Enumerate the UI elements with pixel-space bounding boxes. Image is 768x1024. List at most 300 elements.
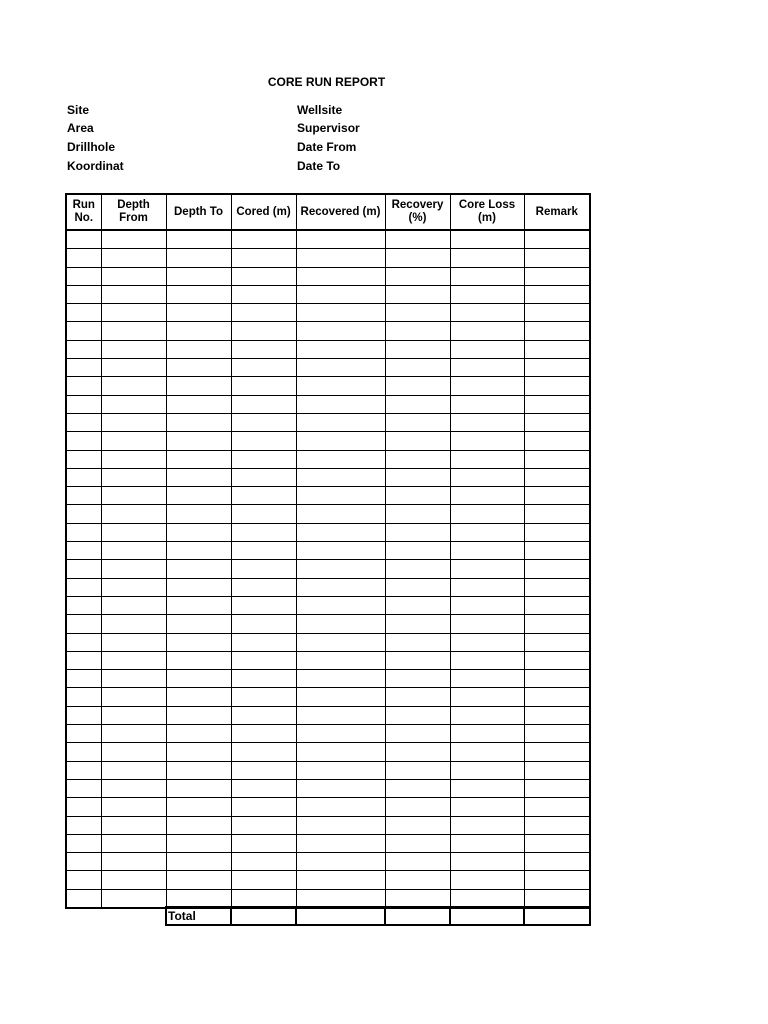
core-loss-cell[interactable] bbox=[450, 798, 524, 816]
run-no-cell[interactable] bbox=[66, 505, 101, 523]
recovered-cell[interactable] bbox=[296, 340, 385, 358]
core-loss-cell[interactable] bbox=[450, 523, 524, 541]
recovery-cell[interactable] bbox=[385, 816, 450, 834]
depth-from-cell[interactable] bbox=[101, 322, 166, 340]
core-loss-cell[interactable] bbox=[450, 432, 524, 450]
core-loss-cell[interactable] bbox=[450, 596, 524, 614]
run-no-cell[interactable] bbox=[66, 395, 101, 413]
run-no-cell[interactable] bbox=[66, 798, 101, 816]
cored-cell[interactable] bbox=[231, 688, 296, 706]
remark-cell[interactable] bbox=[524, 505, 590, 523]
run-no-cell[interactable] bbox=[66, 413, 101, 431]
recovered-cell[interactable] bbox=[296, 285, 385, 303]
total-remark-cell[interactable] bbox=[524, 907, 590, 925]
cored-cell[interactable] bbox=[231, 706, 296, 724]
depth-from-cell[interactable] bbox=[101, 871, 166, 889]
run-no-cell[interactable] bbox=[66, 377, 101, 395]
depth-to-cell[interactable] bbox=[166, 651, 231, 669]
depth-to-cell[interactable] bbox=[166, 596, 231, 614]
core-loss-cell[interactable] bbox=[450, 377, 524, 395]
core-loss-cell[interactable] bbox=[450, 670, 524, 688]
core-loss-cell[interactable] bbox=[450, 578, 524, 596]
remark-cell[interactable] bbox=[524, 395, 590, 413]
recovered-cell[interactable] bbox=[296, 230, 385, 249]
run-no-cell[interactable] bbox=[66, 340, 101, 358]
cored-cell[interactable] bbox=[231, 468, 296, 486]
recovered-cell[interactable] bbox=[296, 816, 385, 834]
remark-cell[interactable] bbox=[524, 304, 590, 322]
run-no-cell[interactable] bbox=[66, 761, 101, 779]
run-no-cell[interactable] bbox=[66, 651, 101, 669]
depth-from-cell[interactable] bbox=[101, 743, 166, 761]
remark-cell[interactable] bbox=[524, 615, 590, 633]
recovery-cell[interactable] bbox=[385, 834, 450, 852]
core-loss-cell[interactable] bbox=[450, 853, 524, 871]
cored-cell[interactable] bbox=[231, 523, 296, 541]
recovered-cell[interactable] bbox=[296, 249, 385, 267]
core-loss-cell[interactable] bbox=[450, 725, 524, 743]
remark-cell[interactable] bbox=[524, 450, 590, 468]
recovered-cell[interactable] bbox=[296, 596, 385, 614]
remark-cell[interactable] bbox=[524, 359, 590, 377]
core-loss-cell[interactable] bbox=[450, 542, 524, 560]
depth-from-cell[interactable] bbox=[101, 395, 166, 413]
run-no-cell[interactable] bbox=[66, 542, 101, 560]
run-no-cell[interactable] bbox=[66, 304, 101, 322]
cored-cell[interactable] bbox=[231, 651, 296, 669]
run-no-cell[interactable] bbox=[66, 725, 101, 743]
cored-cell[interactable] bbox=[231, 596, 296, 614]
recovered-cell[interactable] bbox=[296, 615, 385, 633]
core-loss-cell[interactable] bbox=[450, 505, 524, 523]
total-recovered-cell[interactable] bbox=[296, 907, 385, 925]
depth-to-cell[interactable] bbox=[166, 432, 231, 450]
recovery-cell[interactable] bbox=[385, 359, 450, 377]
cored-cell[interactable] bbox=[231, 267, 296, 285]
remark-cell[interactable] bbox=[524, 798, 590, 816]
run-no-cell[interactable] bbox=[66, 249, 101, 267]
cored-cell[interactable] bbox=[231, 304, 296, 322]
depth-to-cell[interactable] bbox=[166, 706, 231, 724]
cored-cell[interactable] bbox=[231, 413, 296, 431]
cored-cell[interactable] bbox=[231, 725, 296, 743]
cored-cell[interactable] bbox=[231, 743, 296, 761]
recovery-cell[interactable] bbox=[385, 670, 450, 688]
remark-cell[interactable] bbox=[524, 413, 590, 431]
run-no-cell[interactable] bbox=[66, 834, 101, 852]
recovered-cell[interactable] bbox=[296, 560, 385, 578]
depth-to-cell[interactable] bbox=[166, 322, 231, 340]
depth-from-cell[interactable] bbox=[101, 651, 166, 669]
recovery-cell[interactable] bbox=[385, 578, 450, 596]
run-no-cell[interactable] bbox=[66, 889, 101, 908]
core-loss-cell[interactable] bbox=[450, 468, 524, 486]
depth-to-cell[interactable] bbox=[166, 615, 231, 633]
recovery-cell[interactable] bbox=[385, 523, 450, 541]
cored-cell[interactable] bbox=[231, 761, 296, 779]
core-loss-cell[interactable] bbox=[450, 706, 524, 724]
core-loss-cell[interactable] bbox=[450, 359, 524, 377]
recovery-cell[interactable] bbox=[385, 413, 450, 431]
recovered-cell[interactable] bbox=[296, 468, 385, 486]
core-loss-cell[interactable] bbox=[450, 395, 524, 413]
recovered-cell[interactable] bbox=[296, 798, 385, 816]
recovery-cell[interactable] bbox=[385, 432, 450, 450]
total-core-loss-cell[interactable] bbox=[450, 907, 524, 925]
run-no-cell[interactable] bbox=[66, 779, 101, 797]
run-no-cell[interactable] bbox=[66, 487, 101, 505]
cored-cell[interactable] bbox=[231, 871, 296, 889]
remark-cell[interactable] bbox=[524, 853, 590, 871]
run-no-cell[interactable] bbox=[66, 523, 101, 541]
core-loss-cell[interactable] bbox=[450, 816, 524, 834]
depth-to-cell[interactable] bbox=[166, 395, 231, 413]
depth-to-cell[interactable] bbox=[166, 578, 231, 596]
run-no-cell[interactable] bbox=[66, 706, 101, 724]
depth-from-cell[interactable] bbox=[101, 505, 166, 523]
run-no-cell[interactable] bbox=[66, 230, 101, 249]
recovery-cell[interactable] bbox=[385, 249, 450, 267]
recovered-cell[interactable] bbox=[296, 688, 385, 706]
cored-cell[interactable] bbox=[231, 633, 296, 651]
table-row bbox=[66, 871, 590, 889]
depth-from-cell[interactable] bbox=[101, 853, 166, 871]
core-loss-cell[interactable] bbox=[450, 267, 524, 285]
table-row bbox=[66, 725, 590, 743]
recovered-cell[interactable] bbox=[296, 651, 385, 669]
recovered-cell[interactable] bbox=[296, 834, 385, 852]
depth-from-cell[interactable] bbox=[101, 304, 166, 322]
depth-to-cell[interactable] bbox=[166, 779, 231, 797]
recovered-cell[interactable] bbox=[296, 779, 385, 797]
recovery-cell[interactable] bbox=[385, 487, 450, 505]
cored-cell[interactable] bbox=[231, 450, 296, 468]
run-no-cell[interactable] bbox=[66, 670, 101, 688]
cored-cell[interactable] bbox=[231, 285, 296, 303]
depth-from-cell[interactable] bbox=[101, 230, 166, 249]
depth-from-cell[interactable] bbox=[101, 889, 166, 908]
table-row bbox=[66, 578, 590, 596]
recovery-cell[interactable] bbox=[385, 779, 450, 797]
depth-from-cell[interactable] bbox=[101, 542, 166, 560]
remark-cell[interactable] bbox=[524, 725, 590, 743]
recovery-cell[interactable] bbox=[385, 450, 450, 468]
cored-cell[interactable] bbox=[231, 670, 296, 688]
core-loss-cell[interactable] bbox=[450, 450, 524, 468]
depth-to-cell[interactable] bbox=[166, 468, 231, 486]
run-no-cell[interactable] bbox=[66, 816, 101, 834]
cored-cell[interactable] bbox=[231, 798, 296, 816]
cored-cell[interactable] bbox=[231, 249, 296, 267]
recovered-cell[interactable] bbox=[296, 395, 385, 413]
recovery-cell[interactable] bbox=[385, 706, 450, 724]
depth-to-cell[interactable] bbox=[166, 377, 231, 395]
cored-cell[interactable] bbox=[231, 542, 296, 560]
cored-cell[interactable] bbox=[231, 395, 296, 413]
recovery-cell[interactable] bbox=[385, 304, 450, 322]
depth-from-cell[interactable] bbox=[101, 615, 166, 633]
run-no-cell[interactable] bbox=[66, 359, 101, 377]
depth-from-cell[interactable] bbox=[101, 432, 166, 450]
depth-from-cell[interactable] bbox=[101, 249, 166, 267]
recovered-cell[interactable] bbox=[296, 542, 385, 560]
recovered-cell[interactable] bbox=[296, 578, 385, 596]
remark-cell[interactable] bbox=[524, 560, 590, 578]
core-loss-cell[interactable] bbox=[450, 688, 524, 706]
run-no-cell[interactable] bbox=[66, 615, 101, 633]
remark-cell[interactable] bbox=[524, 468, 590, 486]
core-loss-cell[interactable] bbox=[450, 340, 524, 358]
run-no-cell[interactable] bbox=[66, 432, 101, 450]
total-recovery-cell[interactable] bbox=[385, 907, 450, 925]
remark-cell[interactable] bbox=[524, 249, 590, 267]
run-no-cell[interactable] bbox=[66, 743, 101, 761]
core-loss-cell[interactable] bbox=[450, 743, 524, 761]
remark-cell[interactable] bbox=[524, 267, 590, 285]
recovery-cell[interactable] bbox=[385, 725, 450, 743]
remark-cell[interactable] bbox=[524, 322, 590, 340]
depth-to-cell[interactable] bbox=[166, 267, 231, 285]
depth-to-cell[interactable] bbox=[166, 853, 231, 871]
recovery-cell[interactable] bbox=[385, 688, 450, 706]
depth-to-cell[interactable] bbox=[166, 340, 231, 358]
remark-cell[interactable] bbox=[524, 761, 590, 779]
depth-from-cell[interactable] bbox=[101, 725, 166, 743]
run-no-cell[interactable] bbox=[66, 267, 101, 285]
recovered-cell[interactable] bbox=[296, 743, 385, 761]
recovered-cell[interactable] bbox=[296, 359, 385, 377]
recovery-cell[interactable] bbox=[385, 596, 450, 614]
remark-cell[interactable] bbox=[524, 487, 590, 505]
cored-cell[interactable] bbox=[231, 340, 296, 358]
remark-cell[interactable] bbox=[524, 688, 590, 706]
depth-to-cell[interactable] bbox=[166, 249, 231, 267]
recovery-cell[interactable] bbox=[385, 285, 450, 303]
recovered-cell[interactable] bbox=[296, 304, 385, 322]
run-no-cell[interactable] bbox=[66, 853, 101, 871]
depth-to-cell[interactable] bbox=[166, 487, 231, 505]
run-no-cell[interactable] bbox=[66, 468, 101, 486]
depth-to-cell[interactable] bbox=[166, 725, 231, 743]
run-no-cell[interactable] bbox=[66, 450, 101, 468]
remark-cell[interactable] bbox=[524, 633, 590, 651]
cored-cell[interactable] bbox=[231, 779, 296, 797]
recovery-cell[interactable] bbox=[385, 560, 450, 578]
core-loss-cell[interactable] bbox=[450, 615, 524, 633]
table-row bbox=[66, 688, 590, 706]
recovered-cell[interactable] bbox=[296, 670, 385, 688]
remark-cell[interactable] bbox=[524, 377, 590, 395]
recovery-cell[interactable] bbox=[385, 340, 450, 358]
core-loss-cell[interactable] bbox=[450, 230, 524, 249]
core-loss-cell[interactable] bbox=[450, 761, 524, 779]
recovered-cell[interactable] bbox=[296, 413, 385, 431]
depth-to-cell[interactable] bbox=[166, 230, 231, 249]
run-no-cell[interactable] bbox=[66, 871, 101, 889]
core-loss-cell[interactable] bbox=[450, 304, 524, 322]
recovery-cell[interactable] bbox=[385, 505, 450, 523]
depth-to-cell[interactable] bbox=[166, 560, 231, 578]
recovered-cell[interactable] bbox=[296, 761, 385, 779]
recovered-cell[interactable] bbox=[296, 633, 385, 651]
recovery-cell[interactable] bbox=[385, 377, 450, 395]
remark-cell[interactable] bbox=[524, 816, 590, 834]
recovered-cell[interactable] bbox=[296, 450, 385, 468]
depth-to-cell[interactable] bbox=[166, 633, 231, 651]
recovery-cell[interactable] bbox=[385, 230, 450, 249]
recovery-cell[interactable] bbox=[385, 761, 450, 779]
recovered-cell[interactable] bbox=[296, 871, 385, 889]
recovery-cell[interactable] bbox=[385, 322, 450, 340]
recovery-cell[interactable] bbox=[385, 633, 450, 651]
remark-cell[interactable] bbox=[524, 651, 590, 669]
cored-cell[interactable] bbox=[231, 560, 296, 578]
cored-cell[interactable] bbox=[231, 853, 296, 871]
depth-to-cell[interactable] bbox=[166, 523, 231, 541]
remark-cell[interactable] bbox=[524, 542, 590, 560]
depth-to-cell[interactable] bbox=[166, 285, 231, 303]
depth-from-cell[interactable] bbox=[101, 578, 166, 596]
remark-cell[interactable] bbox=[524, 596, 590, 614]
core-loss-cell[interactable] bbox=[450, 413, 524, 431]
recovery-cell[interactable] bbox=[385, 853, 450, 871]
depth-from-cell[interactable] bbox=[101, 267, 166, 285]
cored-cell[interactable] bbox=[231, 505, 296, 523]
cored-cell[interactable] bbox=[231, 230, 296, 249]
remark-cell[interactable] bbox=[524, 523, 590, 541]
cored-cell[interactable] bbox=[231, 432, 296, 450]
recovery-cell[interactable] bbox=[385, 267, 450, 285]
cored-cell[interactable] bbox=[231, 578, 296, 596]
depth-from-cell[interactable] bbox=[101, 560, 166, 578]
cored-cell[interactable] bbox=[231, 359, 296, 377]
remark-cell[interactable] bbox=[524, 340, 590, 358]
depth-to-cell[interactable] bbox=[166, 688, 231, 706]
core-loss-cell[interactable] bbox=[450, 633, 524, 651]
run-no-cell[interactable] bbox=[66, 285, 101, 303]
total-cored-cell[interactable] bbox=[231, 907, 296, 925]
cored-cell[interactable] bbox=[231, 816, 296, 834]
depth-to-cell[interactable] bbox=[166, 542, 231, 560]
depth-from-cell[interactable] bbox=[101, 670, 166, 688]
recovered-cell[interactable] bbox=[296, 505, 385, 523]
core-loss-cell[interactable] bbox=[450, 249, 524, 267]
depth-to-cell[interactable] bbox=[166, 871, 231, 889]
recovered-cell[interactable] bbox=[296, 706, 385, 724]
recovery-cell[interactable] bbox=[385, 798, 450, 816]
depth-from-cell[interactable] bbox=[101, 761, 166, 779]
table-row bbox=[66, 779, 590, 797]
cored-cell[interactable] bbox=[231, 377, 296, 395]
core-loss-cell[interactable] bbox=[450, 779, 524, 797]
depth-to-cell[interactable] bbox=[166, 761, 231, 779]
depth-from-cell[interactable] bbox=[101, 798, 166, 816]
recovered-cell[interactable] bbox=[296, 487, 385, 505]
depth-to-cell[interactable] bbox=[166, 670, 231, 688]
remark-cell[interactable] bbox=[524, 834, 590, 852]
recovered-cell[interactable] bbox=[296, 322, 385, 340]
recovered-cell[interactable] bbox=[296, 377, 385, 395]
recovery-cell[interactable] bbox=[385, 871, 450, 889]
core-loss-cell[interactable] bbox=[450, 322, 524, 340]
depth-from-cell[interactable] bbox=[101, 706, 166, 724]
core-loss-cell[interactable] bbox=[450, 487, 524, 505]
core-loss-cell[interactable] bbox=[450, 871, 524, 889]
cored-cell[interactable] bbox=[231, 322, 296, 340]
depth-from-cell[interactable] bbox=[101, 596, 166, 614]
remark-cell[interactable] bbox=[524, 578, 590, 596]
depth-to-cell[interactable] bbox=[166, 834, 231, 852]
recovery-cell[interactable] bbox=[385, 468, 450, 486]
remark-cell[interactable] bbox=[524, 706, 590, 724]
recovery-cell[interactable] bbox=[385, 743, 450, 761]
recovered-cell[interactable] bbox=[296, 725, 385, 743]
depth-from-cell[interactable] bbox=[101, 377, 166, 395]
depth-to-cell[interactable] bbox=[166, 743, 231, 761]
depth-from-cell[interactable] bbox=[101, 834, 166, 852]
core-loss-cell[interactable] bbox=[450, 651, 524, 669]
recovery-cell[interactable] bbox=[385, 542, 450, 560]
recovered-cell[interactable] bbox=[296, 432, 385, 450]
remark-cell[interactable] bbox=[524, 230, 590, 249]
depth-from-cell[interactable] bbox=[101, 450, 166, 468]
remark-cell[interactable] bbox=[524, 432, 590, 450]
cored-cell[interactable] bbox=[231, 615, 296, 633]
depth-to-cell[interactable] bbox=[166, 505, 231, 523]
run-no-cell[interactable] bbox=[66, 560, 101, 578]
depth-to-cell[interactable] bbox=[166, 816, 231, 834]
recovered-cell[interactable] bbox=[296, 267, 385, 285]
depth-from-cell[interactable] bbox=[101, 413, 166, 431]
depth-from-cell[interactable] bbox=[101, 523, 166, 541]
cored-cell[interactable] bbox=[231, 834, 296, 852]
run-no-cell[interactable] bbox=[66, 596, 101, 614]
depth-from-cell[interactable] bbox=[101, 487, 166, 505]
remark-cell[interactable] bbox=[524, 285, 590, 303]
depth-from-cell[interactable] bbox=[101, 816, 166, 834]
recovery-cell[interactable] bbox=[385, 615, 450, 633]
depth-from-cell[interactable] bbox=[101, 633, 166, 651]
run-no-cell[interactable] bbox=[66, 688, 101, 706]
remark-cell[interactable] bbox=[524, 779, 590, 797]
run-no-cell[interactable] bbox=[66, 578, 101, 596]
core-loss-cell[interactable] bbox=[450, 834, 524, 852]
depth-from-cell[interactable] bbox=[101, 779, 166, 797]
core-loss-cell[interactable] bbox=[450, 285, 524, 303]
depth-to-cell[interactable] bbox=[166, 413, 231, 431]
recovery-cell[interactable] bbox=[385, 395, 450, 413]
depth-from-cell[interactable] bbox=[101, 340, 166, 358]
remark-cell[interactable] bbox=[524, 743, 590, 761]
depth-from-cell[interactable] bbox=[101, 688, 166, 706]
remark-cell[interactable] bbox=[524, 670, 590, 688]
run-no-cell[interactable] bbox=[66, 322, 101, 340]
depth-to-cell[interactable] bbox=[166, 304, 231, 322]
depth-to-cell[interactable] bbox=[166, 798, 231, 816]
depth-from-cell[interactable] bbox=[101, 285, 166, 303]
depth-from-cell[interactable] bbox=[101, 468, 166, 486]
core-loss-cell[interactable] bbox=[450, 560, 524, 578]
depth-from-cell[interactable] bbox=[101, 359, 166, 377]
depth-to-cell[interactable] bbox=[166, 359, 231, 377]
recovered-cell[interactable] bbox=[296, 853, 385, 871]
depth-to-cell[interactable] bbox=[166, 450, 231, 468]
recovered-cell[interactable] bbox=[296, 523, 385, 541]
recovery-cell[interactable] bbox=[385, 651, 450, 669]
cored-cell[interactable] bbox=[231, 487, 296, 505]
run-no-cell[interactable] bbox=[66, 633, 101, 651]
remark-cell[interactable] bbox=[524, 871, 590, 889]
